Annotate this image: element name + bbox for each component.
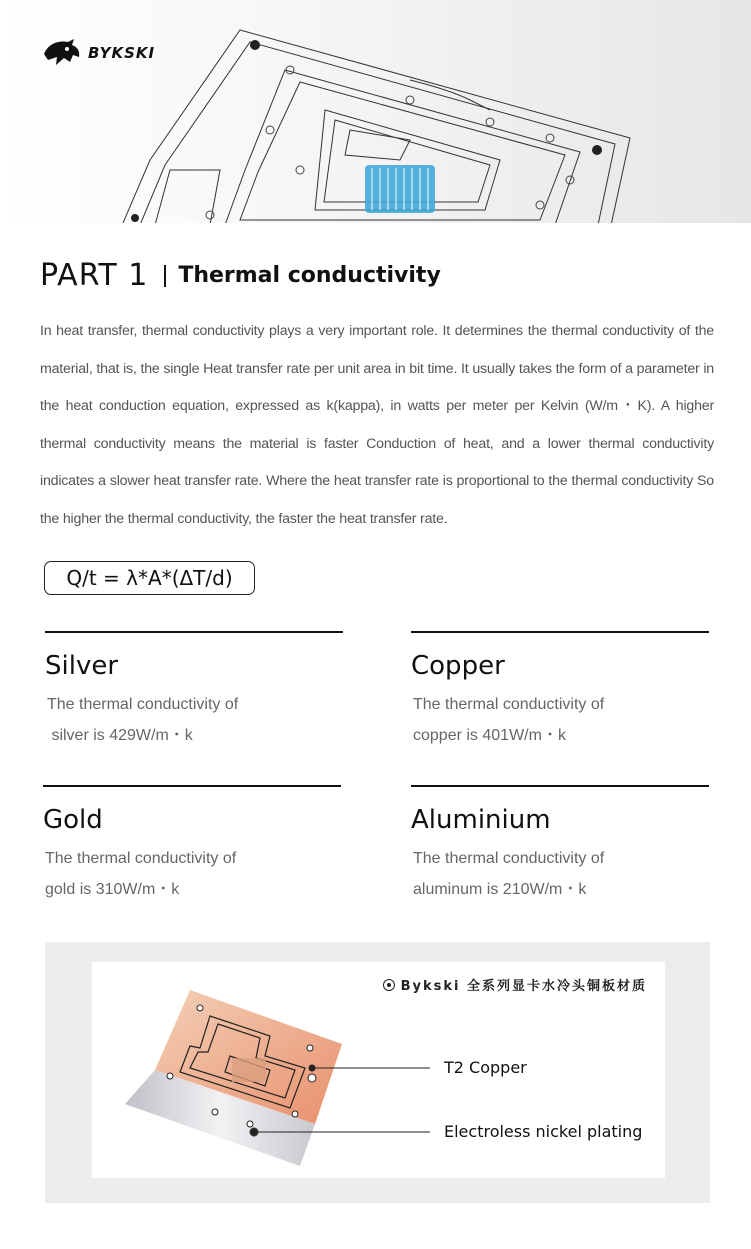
- card-header-text: Bykski 全系列显卡水冷头铜板材质: [400, 979, 647, 994]
- part-number: PART 1: [40, 258, 149, 293]
- desc-line: The thermal conductivity of: [413, 850, 605, 867]
- desc-line: The thermal conductivity of: [413, 696, 605, 713]
- desc-line: The thermal conductivity of: [47, 696, 239, 713]
- divider-rule: [411, 631, 709, 633]
- metal-name: Copper: [411, 651, 505, 681]
- formula-box: Q/t = λ*A*(ΔT/d): [44, 561, 255, 595]
- metal-description: [413, 689, 709, 751]
- metal-description: [47, 689, 343, 751]
- divider-rule: [43, 785, 341, 787]
- metal-description: [413, 843, 709, 905]
- label-leader-lines: [92, 962, 665, 1178]
- desc-line: copper is 401W/m・k: [413, 727, 566, 744]
- metal-name: Aluminium: [411, 805, 551, 835]
- desc-line: gold is 310W/m・k: [45, 881, 180, 898]
- metal-name: Gold: [43, 805, 103, 835]
- dragon-logo-icon: [42, 38, 82, 68]
- metal-description: [45, 843, 341, 905]
- metal-name: Silver: [45, 651, 119, 681]
- metal-gold: [43, 785, 341, 905]
- heading-divider: [164, 265, 166, 287]
- intro-paragraph: In heat transfer, thermal conductivity plays a very important role. It determines the thermal conductivity of the material, that is, the single Heat transfer rate per unit area in bit time. It usually takes the form of a parameter in the heat conduction equation, expressed as k(kappa), in watts per meter per Kelvin (W/m・K). A higher thermal conductivity means the material is faster Conduction of heat, and a lower thermal conductivity indicates a slower heat transfer rate. Where the heat transfer rate is proportional to the thermal conductivity So the higher the thermal conductivity, the faster the heat transfer rate.: [40, 323, 714, 527]
- desc-line: The thermal conductivity of: [45, 850, 237, 867]
- desc-line: aluminum is 210W/m・k: [413, 881, 587, 898]
- hero-banner: [0, 0, 751, 223]
- label-nickel: Electroless nickel plating: [444, 1122, 643, 1141]
- brand-name: BYKSKI: [88, 44, 156, 62]
- desc-line: silver is 429W/m・k: [47, 727, 193, 744]
- divider-rule: [45, 631, 343, 633]
- material-panel: [45, 942, 710, 1203]
- metal-silver: [45, 631, 343, 751]
- waterblock-illustration: [110, 20, 650, 223]
- section-heading: [40, 258, 441, 293]
- section-title: Thermal conductivity: [178, 263, 441, 288]
- divider-rule: [411, 785, 709, 787]
- material-card: [92, 962, 665, 1178]
- label-copper: T2 Copper: [444, 1058, 527, 1077]
- metal-copper: [411, 631, 709, 751]
- metal-aluminium: [411, 785, 709, 905]
